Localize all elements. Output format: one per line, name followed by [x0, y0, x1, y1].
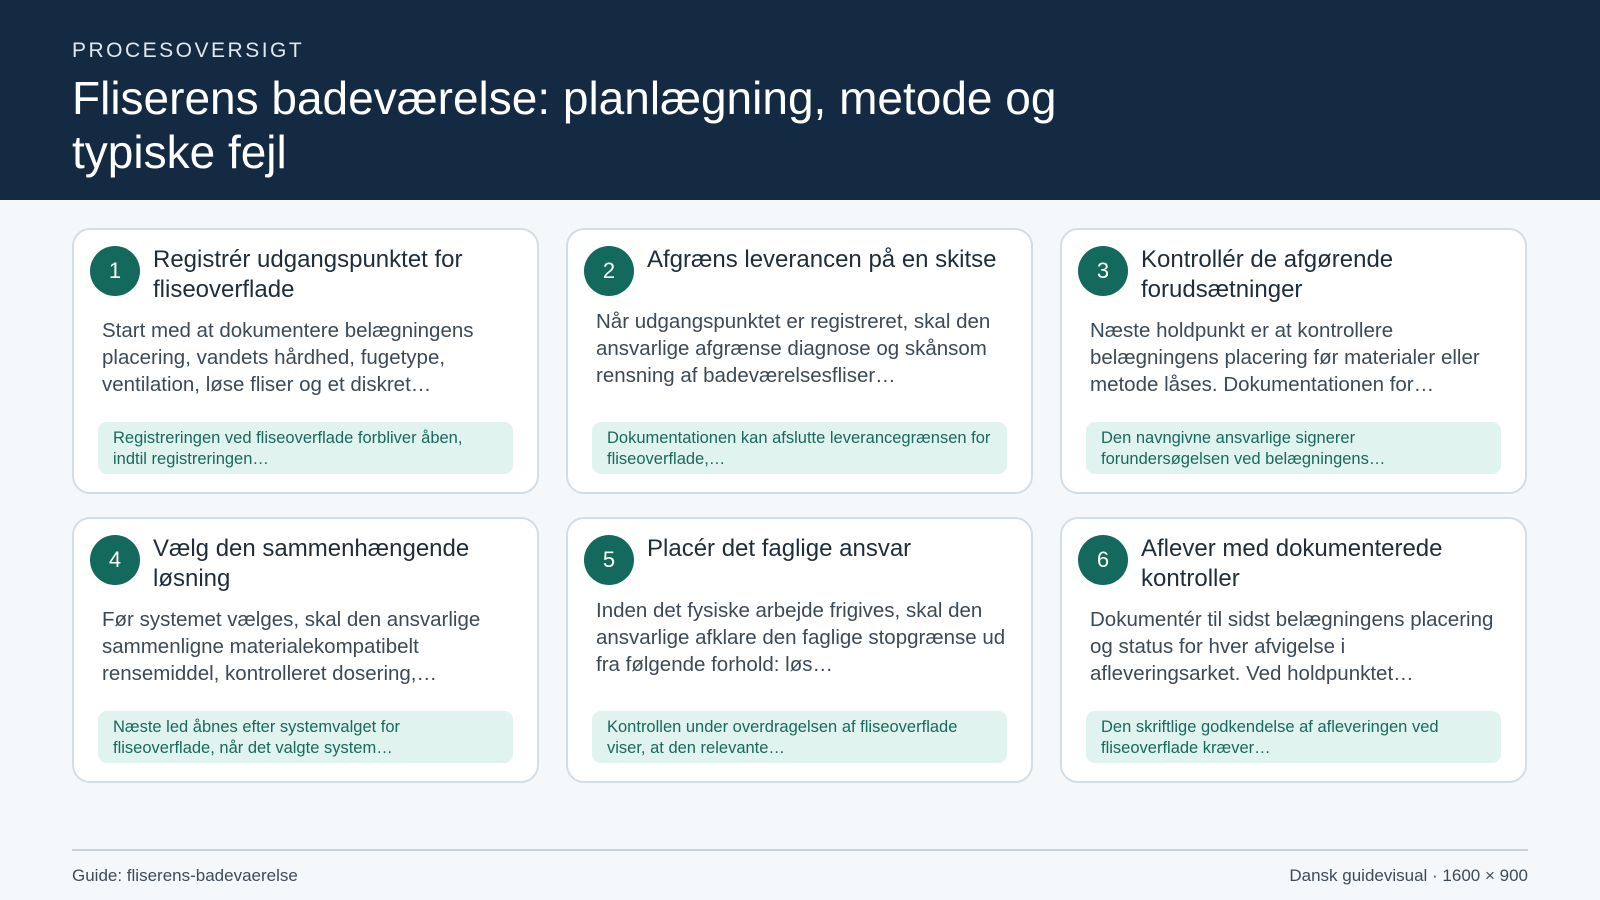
step-note: Næste led åbnes efter systemvalget for fliseoverflade, når det valgte system… [98, 711, 513, 763]
page-header [0, 0, 1600, 200]
step-title: Aflever med dokumenterede kontroller [1141, 535, 1443, 592]
step-description: Når udgangspunktet er registreret, skal den ansvarlige afgrænse diagnose og skånsom rensning af badeværelsesfliser… [596, 310, 991, 387]
step-title: Registrér udgangspunktet for fliseoverflade [153, 246, 463, 303]
step-number-badge: 6 [1078, 535, 1128, 585]
step-card-5 [566, 517, 1033, 783]
step-note: Kontrollen under overdragelsen af fliseoverflade viser, at den relevante… [592, 711, 1007, 763]
step-description: Inden det fysiske arbejde frigives, skal den ansvarlige afklare den faglige stopgrænse ud fra følgende forhold: løs… [596, 599, 1006, 676]
step-card-6 [1060, 517, 1527, 783]
step-card-1 [72, 228, 539, 494]
step-description: Før systemet vælges, skal den ansvarlige sammenligne materialekompatibelt rensemiddel, kontrolleret dosering,… [102, 608, 481, 685]
step-title: Kontrollér de afgørende forudsætninger [1141, 246, 1394, 303]
step-card-2 [566, 228, 1033, 494]
footer-guide-label: Guide: fliserens-badevaerelse [72, 866, 298, 885]
footer-meta-label: Dansk guidevisual · 1600 × 900 [1289, 866, 1528, 885]
eyebrow-label: PROCESOVERSIGT [72, 39, 305, 62]
step-note: Dokumentationen kan afslutte leverancegrænsen for fliseoverflade,… [592, 422, 1007, 474]
step-card-3 [1060, 228, 1527, 494]
step-title: Afgræns leverancen på en skitse [647, 246, 997, 273]
step-note: Den skriftlige godkendelse af afleveringen ved fliseoverflade kræver… [1086, 711, 1501, 763]
step-number-badge: 4 [90, 535, 140, 585]
step-title: Vælg den sammenhængende løsning [153, 535, 470, 592]
step-number-badge: 1 [90, 246, 140, 296]
step-number-badge: 3 [1078, 246, 1128, 296]
process-steps-grid [72, 228, 1528, 783]
step-title: Placér det faglige ansvar [647, 535, 912, 562]
step-description: Start med at dokumentere belægningens placering, vandets hårdhed, fugetype, ventilation, løse fliser og et diskret… [102, 319, 474, 396]
step-number-badge: 5 [584, 535, 634, 585]
step-card-4 [72, 517, 539, 783]
step-number-badge: 2 [584, 246, 634, 296]
step-description: Dokumentér til sidst belægningens placering og status for hver afvigelse i afleveringsarket. Ved holdpunktet… [1090, 608, 1494, 685]
step-description: Næste holdpunkt er at kontrollere belægningens placering før materialer eller metode låses. Dokumentationen for… [1090, 319, 1480, 396]
step-note: Registreringen ved fliseoverflade forbliver åben, indtil registreringen… [98, 422, 513, 474]
footer-divider [72, 849, 1528, 851]
page-title: Fliserens badeværelse: planlægning, metode og typiske fejl [72, 72, 1057, 178]
step-note: Den navngivne ansvarlige signerer forundersøgelsen ved belægningens… [1086, 422, 1501, 474]
